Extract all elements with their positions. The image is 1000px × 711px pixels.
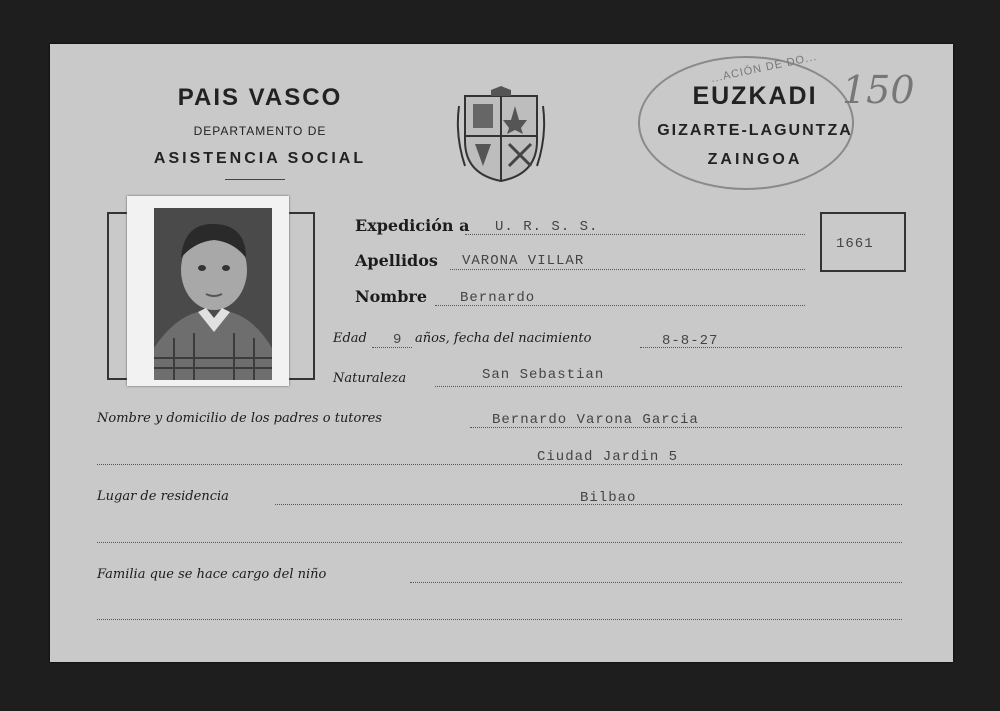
portrait-graphic — [154, 208, 272, 380]
nacimiento-value: 8-8-27 — [662, 333, 719, 349]
familia-line — [410, 582, 902, 583]
padres-label: Nombre y domicilio de los padres o tutores — [97, 411, 382, 426]
nacimiento-label: años, fecha del nacimiento — [415, 331, 592, 346]
expedicion-value: U. R. S. S. — [495, 219, 599, 235]
apellidos-line — [450, 269, 805, 270]
domicilio-value: Ciudad Jardin 5 — [537, 449, 679, 465]
header-euzkadi: EUZKADI — [692, 82, 818, 110]
edad-line — [372, 347, 412, 348]
domicilio-line — [97, 464, 902, 465]
residencia-label: Lugar de residencia — [97, 489, 229, 504]
naturaleza-label: Naturaleza — [333, 371, 407, 386]
expedicion-label: Expedición a — [355, 216, 470, 235]
apellidos-value: VARONA VILLAR — [462, 253, 585, 269]
residencia-line-2 — [97, 542, 902, 543]
handwritten-number: 150 — [842, 68, 915, 112]
header-gizarte-laguntza: GIZARTE-LAGUNTZA — [657, 122, 853, 139]
padres-value: Bernardo Varona Garcia — [492, 412, 699, 428]
header-asistencia-social: ASISTENCIA SOCIAL — [153, 150, 367, 167]
familia-line-2 — [97, 619, 902, 620]
familia-label: Familia que se hace cargo del niño — [97, 567, 327, 582]
photo-image — [154, 208, 272, 380]
header-zaingoa: ZAINGOA — [707, 151, 803, 168]
header-departamento: DEPARTAMENTO DE — [193, 124, 327, 138]
edad-value: 9 — [393, 332, 403, 348]
nombre-label: Nombre — [355, 287, 428, 306]
nombre-value: Bernardo — [460, 290, 536, 306]
naturaleza-line — [435, 386, 902, 387]
coat-of-arms-icon — [455, 86, 547, 184]
code-value: 1661 — [836, 236, 874, 252]
residencia-value: Bilbao — [580, 490, 637, 506]
apellidos-label: Apellidos — [355, 251, 438, 270]
child-photo — [127, 196, 289, 386]
stamp-text: ...ACIÓN DE DO... — [709, 50, 819, 86]
registration-card — [50, 44, 953, 662]
header-pais-vasco: PAIS VASCO — [177, 84, 343, 111]
edad-label: Edad — [333, 331, 367, 346]
header-divider — [225, 179, 285, 180]
naturaleza-value: San Sebastian — [482, 367, 605, 383]
